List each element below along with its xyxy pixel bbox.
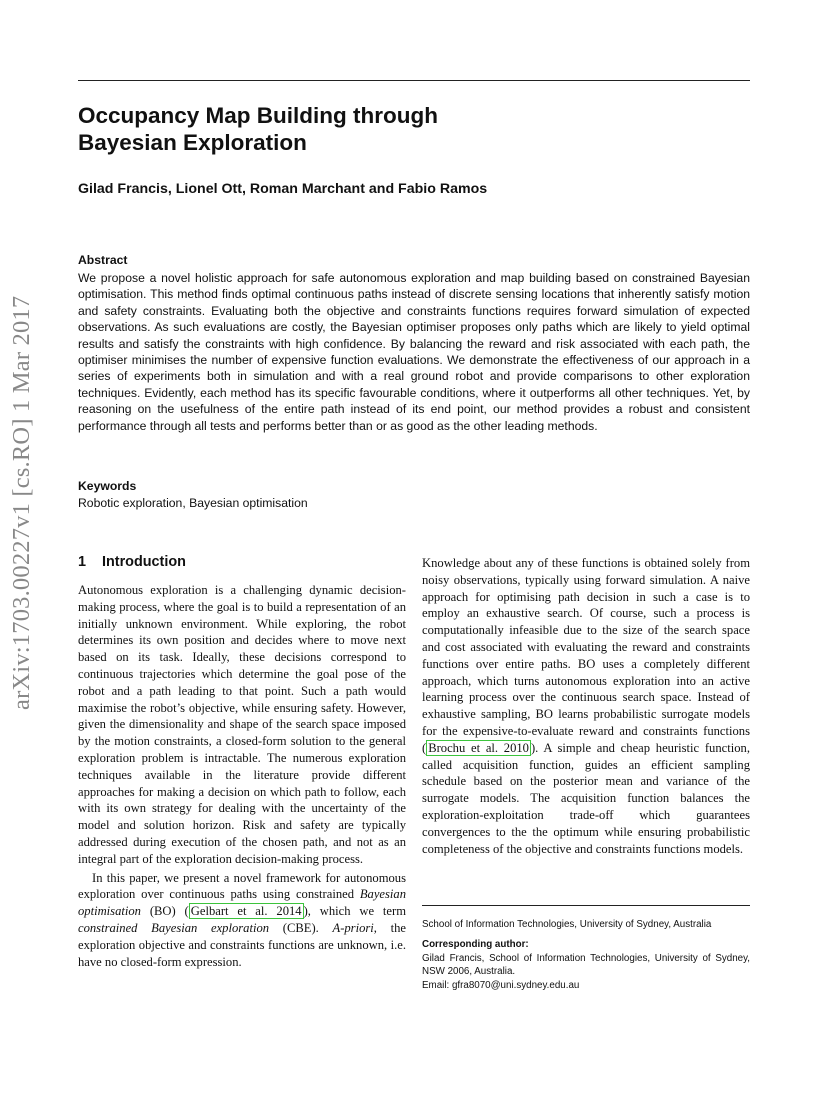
keywords-text: Robotic exploration, Bayesian optimisation	[78, 496, 308, 510]
arxiv-identifier: arXiv:1703.00227v1 [cs.RO] 1 Mar 2017	[8, 295, 35, 710]
emphasis-cbe: constrained Bayesian exploration	[78, 920, 270, 935]
citation-link-gelbart[interactable]: Gelbart et al. 2014	[190, 904, 302, 919]
title-line-2: Bayesian Exploration	[78, 130, 307, 155]
section-number: 1	[78, 554, 87, 570]
right-column	[422, 555, 750, 857]
text-span: (CBE).	[269, 920, 333, 935]
emphasis-a-priori: A-priori	[332, 920, 374, 935]
text-span: Knowledge about any of these functions is obtained solely from noisy observations, typically using forward simulation. A naive approach for optimising path decision in such a case is to employ an exhaustive search. Of course, such a process is computationally infeasible due to the size of the search space and cost associated with evaluating the reward and constraints functions over entire paths. BO uses a completely different approach, which turns autonomous exploration into an active learning process over the continuous search space. Instead of exhaustive sampling, BO learns probabilistic surrogate models for the expensive-to-evaluate reward and constraints functions (	[422, 556, 750, 755]
footnote-rule	[422, 905, 750, 906]
section-title: Introduction	[102, 554, 186, 570]
footnotes	[422, 918, 750, 992]
section-heading-introduction	[78, 554, 186, 570]
corresponding-author-text: Gilad Francis, School of Information Technologies, University of Sydney, NSW 2006, Australia.	[422, 952, 750, 978]
keywords-heading: Keywords	[78, 479, 137, 493]
title-line-1: Occupancy Map Building through	[78, 103, 438, 128]
affiliation-note: School of Information Technologies, University of Sydney, Australia	[422, 919, 712, 930]
author-list: Gilad Francis, Lionel Ott, Roman Marchant and Fabio Ramos	[78, 181, 488, 197]
corresponding-author-heading: Corresponding author:	[422, 939, 529, 951]
emphasis-bayesian-optimisation: Bayesian optimisation	[78, 887, 406, 919]
email-line: Email: gfra8070@uni.sydney.edu.au	[422, 979, 580, 991]
top-rule	[78, 80, 750, 81]
paper-title	[78, 102, 678, 156]
abstract-heading: Abstract	[78, 253, 128, 267]
text-span: (BO) (	[140, 904, 189, 919]
abstract-text: We propose a novel holistic approach for safe autonomous exploration and map building based on constrained Bayesian optimisation. This method finds optimal continuous paths instead of discrete sensing locations that inherently satisfy motion and safety constraints. Evaluating both the objective and constraints functions requires forward simulation of expected observations. As such evaluations are costly, the Bayesian optimiser proposes only paths which are likely to yield optimal results and satisfy the constraints with high confidence. By balancing the reward and risk associated with each path, the optimiser minimises the number of expensive function evaluations. We demonstrate the effectiveness of our approach in a series of experiments both in simulation and with a real ground robot and provide comparisons to other exploration techniques. Evidently, each method has its specific favourable conditions, where it outperforms all other techniques. Yet, by reasoning on the usefulness of the entire path instead of its end point, our method provides a robust and consistent performance through all tests and performs better than or as good as the other leading methods.	[78, 271, 750, 433]
text-span: ). A simple and cheap heuristic function, called acquisition function, guides an efficient sampling schedule based on the posterior mean and variance of the surrogate models. The acquisition function balances the exploration-exploitation trade-off which guarantees convergences to the the optimum while ensuring probabilistic completeness of the objective and constraints functions models.	[422, 740, 750, 856]
text-span: In this paper, we present a novel framework for autonomous exploration over continuous paths using constrained	[78, 870, 406, 902]
intro-paragraph-2	[78, 870, 406, 971]
intro-paragraph-1: Autonomous exploration is a challenging dynamic decision-making process, where the goal is to build a representation of an initially unknown environment. While exploring, the robot determines its own position and decides where to move next based on its task. Ideally, these decisions correspond to continuous trajectories which determine the goal pose of the robot and a path leading to that point. Such a path would maximise the robot’s objective, while ensuring safety. However, given the dimensionality and shape of the search space imposed by the motion constraints, a closed-form solution to the general exploration problem is intractable. The numerous exploration techniques available in the literature provide different approaches for making a decision on which path to follow, each with its own strategy for dealing with the uncertainty of the model and solution horizon. Risk and safety are typically addressed during execution of the chosen path, and not as an integral part of the exploration decision-making process.	[78, 583, 406, 866]
intro-paragraph-continued	[422, 555, 750, 857]
left-column	[78, 582, 406, 970]
text-span: , the exploration objective and constraints functions are unknown, i.e. have no closed-form expression.	[78, 920, 407, 969]
citation-link-brochu[interactable]: Brochu et al. 2010	[428, 740, 529, 755]
text-span: ), which we term	[303, 904, 407, 919]
